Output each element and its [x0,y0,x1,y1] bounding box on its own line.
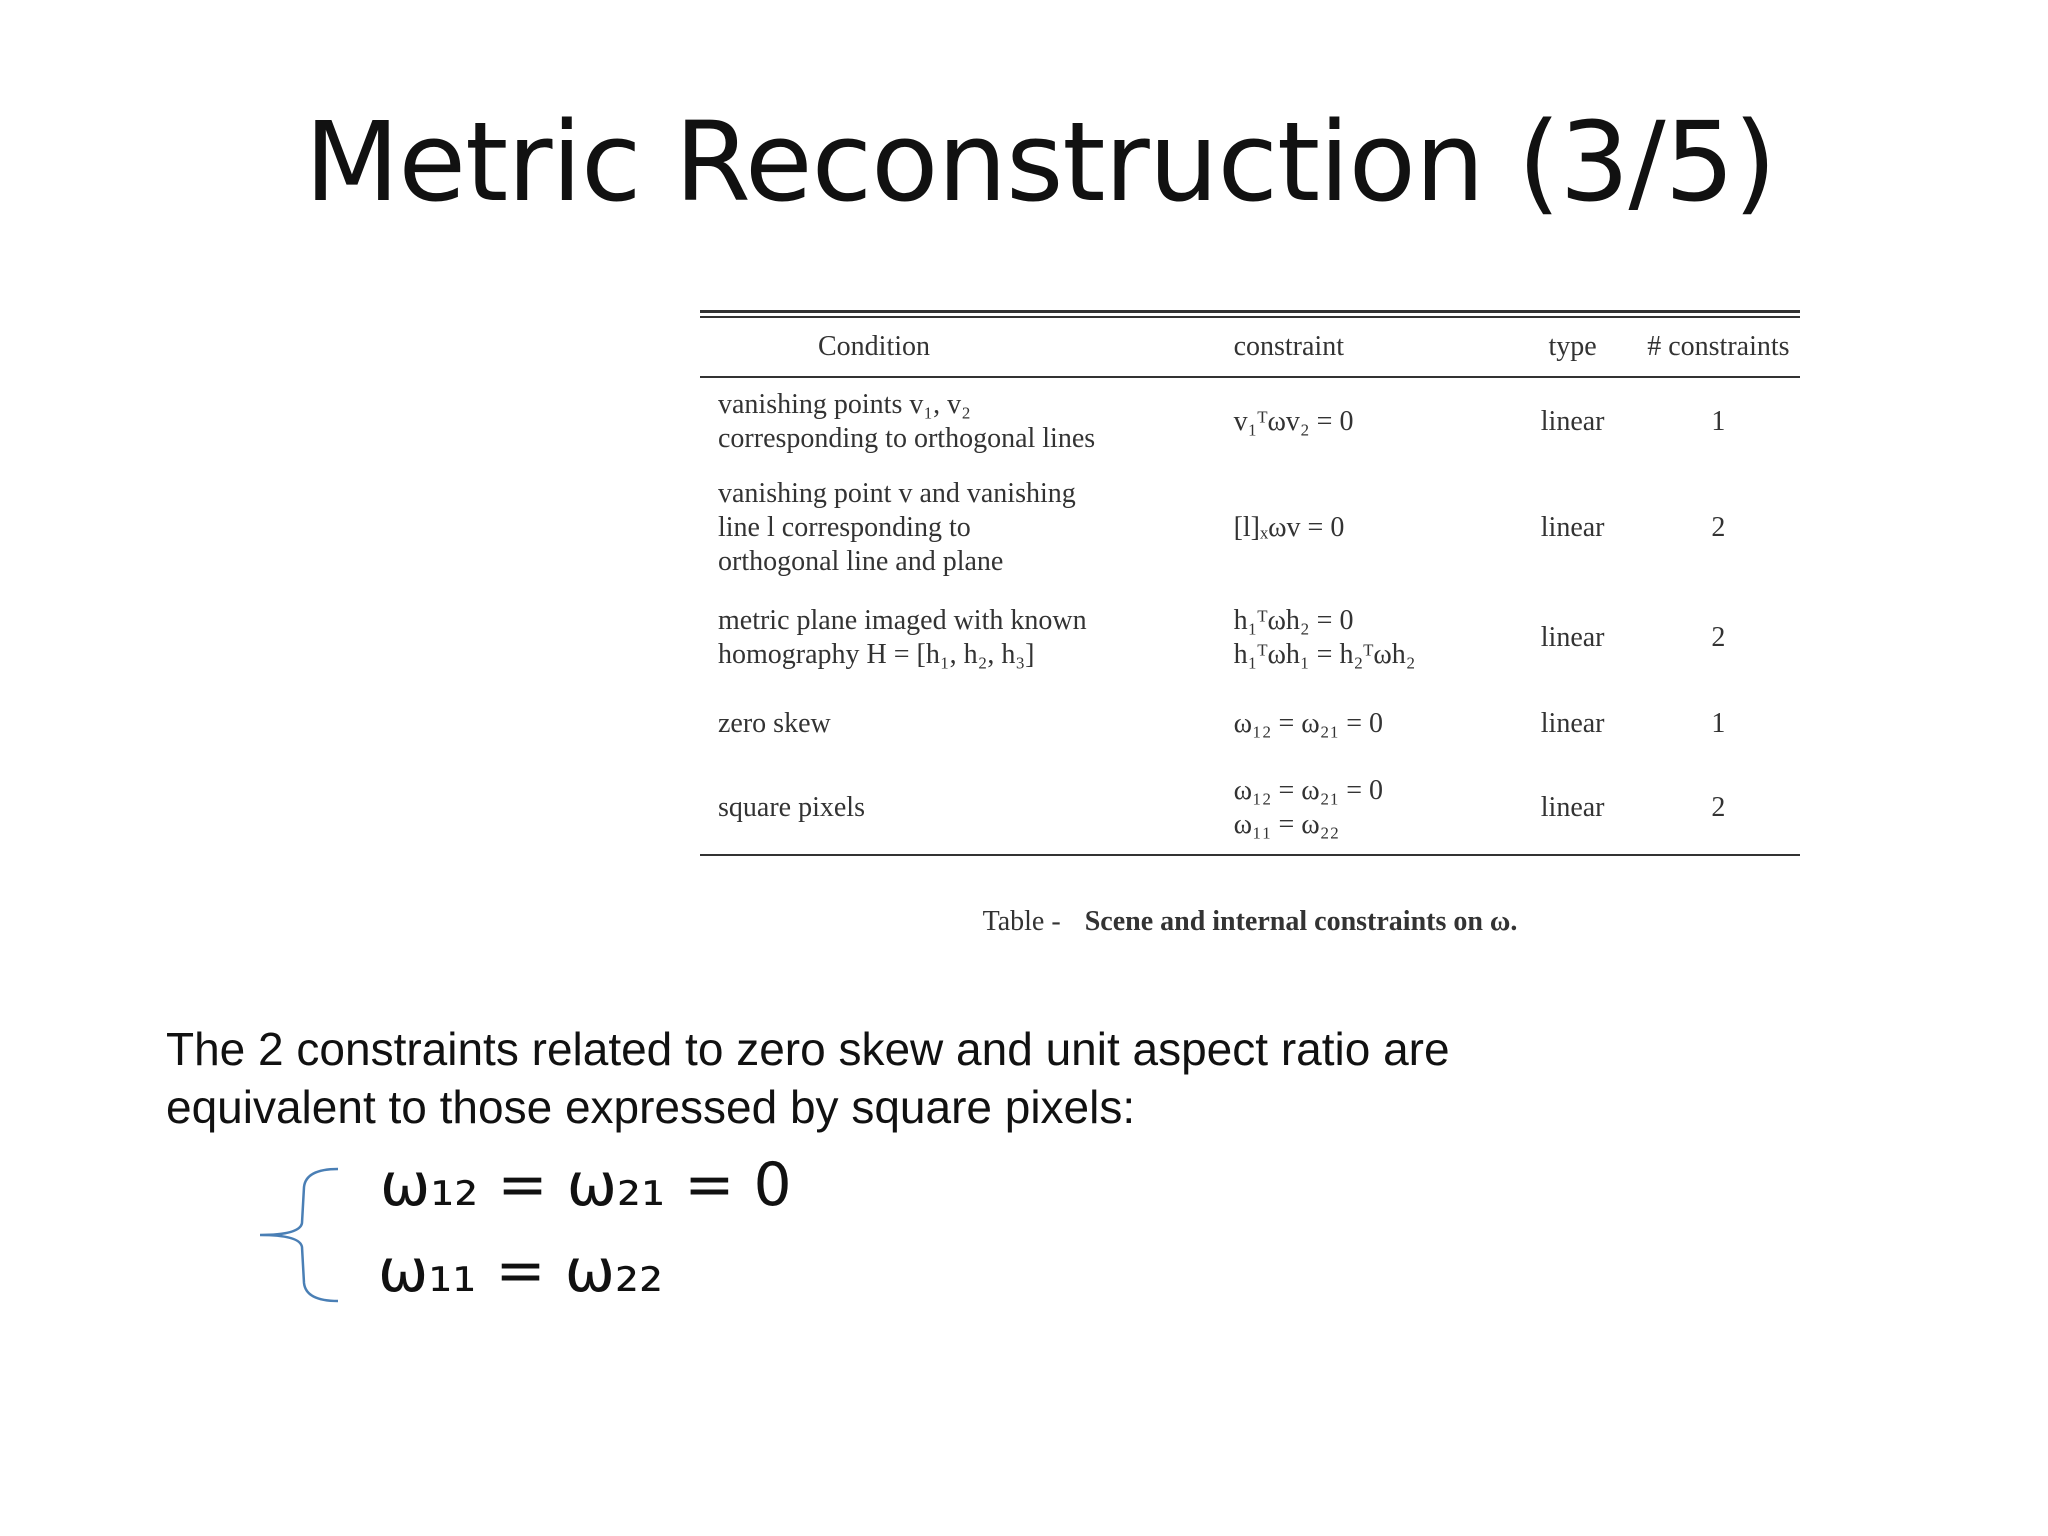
constraint-cell [1233,590,1509,686]
equation-aspect: ω₁₁ = ω₂₂ [378,1236,664,1306]
table-top-rule [700,310,1800,318]
constraint-line: ω₁₁ = ω₂₂ [1233,809,1340,840]
condition-line: corresponding to orthogonal lines [718,423,1096,454]
explanation-line: equivalent to those expressed by square pixels: [166,1081,1136,1133]
header-constraint: constraint [1233,331,1344,362]
slide-title: Metric Reconstruction (3/5) [304,98,1776,226]
count-cell: 2 [1711,792,1726,823]
table-row [700,762,1800,854]
count-cell: 1 [1711,708,1726,739]
table-row [700,590,1800,686]
equation-skew: ω₁₂ = ω₂₁ = 0 [380,1150,792,1220]
table-row [700,378,1800,466]
type-cell: linear [1540,406,1605,437]
condition-cell [700,378,1233,466]
constraint-cell [1233,686,1509,762]
count-cell: 1 [1711,406,1726,437]
type-cell: linear [1540,512,1605,543]
condition-line: vanishing points v₁, v₂ [718,389,971,420]
explanation-text [166,1020,1766,1136]
condition-line: metric plane imaged with known [718,605,1087,636]
table-row [700,686,1800,762]
caption-prefix: Table - [982,906,1061,937]
constraint-cell [1233,762,1509,854]
type-cell: linear [1540,622,1605,653]
count-cell: 2 [1711,622,1726,653]
header-count: # constraints [1647,331,1790,362]
count-cell: 2 [1711,512,1726,543]
header-type: type [1548,331,1597,362]
explanation-line: The 2 constraints related to zero skew and unit aspect ratio are [166,1023,1450,1075]
constraint-line: ω₁₂ = ω₂₁ = 0 [1233,708,1384,739]
constraint-line: ω₁₂ = ω₂₁ = 0 [1233,775,1384,806]
constraint-line: h₁ᵀωh₂ = 0 [1233,605,1354,636]
condition-line: line l corresponding to [718,512,971,543]
table-caption [700,906,1800,938]
condition-line: vanishing point v and vanishing [718,478,1076,509]
condition-line: square pixels [718,792,865,823]
table-header-row [700,318,1800,376]
table-bottom-rule [700,854,1800,856]
condition-line: zero skew [718,708,831,739]
table-row [700,466,1800,590]
condition-line: homography H = [h₁, h₂, h₃] [718,639,1035,670]
type-cell: linear [1540,792,1605,823]
constraint-cell [1233,378,1509,466]
condition-cell [700,762,1233,854]
constraint-line: v₁ᵀωv₂ = 0 [1233,406,1354,437]
left-brace-icon [258,1165,348,1305]
condition-cell [700,590,1233,686]
constraint-cell [1233,466,1509,590]
condition-line: orthogonal line and plane [718,546,1004,577]
condition-cell [700,686,1233,762]
constraint-line: [l]ₓωv = 0 [1233,512,1345,543]
constraints-table [700,310,1800,856]
constraint-line: h₁ᵀωh₁ = h₂ᵀωh₂ [1233,639,1416,670]
condition-cell [700,466,1233,590]
header-condition: Condition [818,331,931,362]
type-cell: linear [1540,708,1605,739]
caption-text: Scene and internal constraints on ω. [1084,906,1518,937]
